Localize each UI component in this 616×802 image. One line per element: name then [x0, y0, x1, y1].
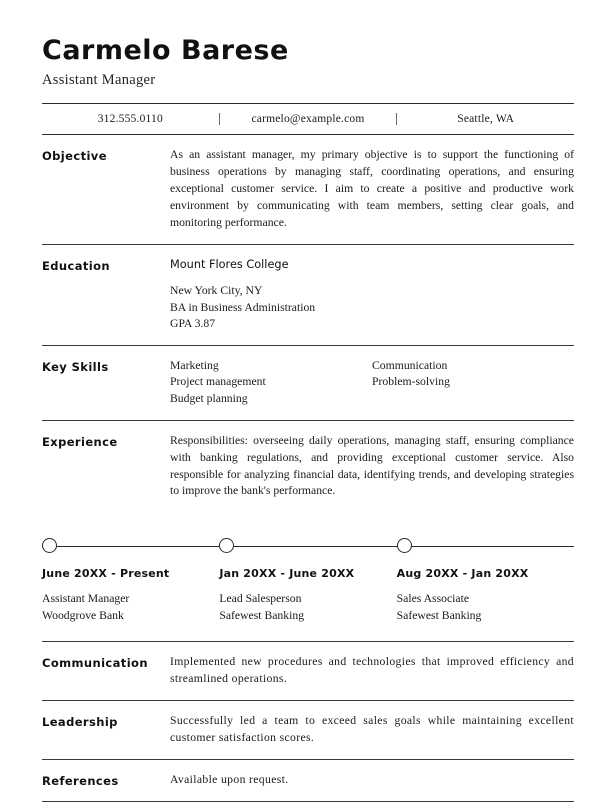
- timeline-organization: Safewest Banking: [219, 609, 305, 623]
- skills-grid: [170, 358, 574, 408]
- education-school: Mount Flores College: [170, 257, 289, 271]
- timeline-dot-icon: [397, 538, 412, 553]
- list-item: Communication: [372, 358, 448, 372]
- section-body-education: [170, 257, 574, 333]
- timeline: [42, 528, 574, 625]
- timeline-role: Assistant Manager: [42, 592, 130, 606]
- resume-header: [42, 36, 574, 89]
- contact-email: carmelo@example.com: [219, 113, 397, 125]
- list-item: Project management: [170, 375, 266, 389]
- timeline-dot-icon: [42, 538, 57, 553]
- timeline-entry: [397, 538, 574, 625]
- education-gpa: GPA 3.87: [170, 317, 216, 331]
- contact-bar: [42, 104, 574, 134]
- experience-timeline: [42, 512, 574, 641]
- list-item: Budget planning: [170, 391, 248, 405]
- job-title: Assistant Manager: [42, 71, 156, 88]
- section-label-communication: Communication: [42, 656, 148, 671]
- timeline-role: Sales Associate: [396, 592, 470, 606]
- resume-sheet: [42, 36, 574, 802]
- education-degree: BA in Business Administration: [170, 300, 316, 314]
- section-text-leadership: Successfully led a team to exceed sales goals while maintaining excellent customer satisfaction scores.: [170, 714, 574, 745]
- section-text-experience: Responsibilities: overseeing daily operations, managing staff, ensuring compliance with banking regulations, and providing exceptional customer service. Also responsible for analyzing financial data, identifying trends, and developing strategies to improve the bank's performance.: [170, 433, 574, 498]
- timeline-columns: [42, 538, 574, 625]
- skills-column-two: [372, 358, 574, 408]
- section-text-communication: Implemented new procedures and technologies that improved efficiency and streamlined operations.: [170, 655, 574, 686]
- education-location: New York City, NY: [170, 283, 263, 297]
- section-label-objective: Objective: [42, 148, 107, 163]
- section-label-leadership: Leadership: [42, 715, 118, 730]
- skills-column-one: [170, 358, 372, 408]
- list-item: Problem-solving: [372, 375, 450, 389]
- section-label-references: References: [42, 774, 119, 789]
- section-leadership: [42, 701, 574, 759]
- timeline-date: Aug 20XX - Jan 20XX: [396, 567, 529, 581]
- timeline-role: Lead Salesperson: [219, 592, 302, 606]
- section-key-skills: [42, 346, 574, 420]
- page-title: Carmelo Barese: [42, 35, 289, 66]
- section-objective: [42, 135, 574, 244]
- section-references: [42, 760, 574, 801]
- timeline-organization: Woodgrove Bank: [42, 609, 124, 623]
- contact-location: Seattle, WA: [396, 113, 574, 125]
- timeline-date: Jan 20XX - June 20XX: [219, 567, 355, 581]
- timeline-entry: [42, 538, 219, 625]
- section-experience: [42, 421, 574, 513]
- section-text-objective: As an assistant manager, my primary objective is to support the functioning of business operations by managing staff, coordinating operations, and ensuring exceptional customer service. I aim to create a positive and productive work environment by communicating with team members, setting clear goals, and monitoring performance.: [170, 147, 574, 229]
- section-communication: [42, 642, 574, 700]
- section-text-references: Available upon request.: [170, 773, 289, 787]
- timeline-organization: Safewest Banking: [396, 609, 482, 623]
- contact-phone: 312.555.0110: [97, 112, 163, 125]
- timeline-date: June 20XX - Present: [42, 567, 170, 581]
- timeline-dot-icon: [219, 538, 234, 553]
- list-item: Marketing: [170, 358, 219, 372]
- section-label-key-skills: Key Skills: [42, 359, 109, 374]
- section-body-key-skills: [170, 358, 574, 408]
- timeline-entry: [219, 538, 396, 625]
- section-education: [42, 245, 574, 345]
- section-label-education: Education: [42, 258, 110, 273]
- section-label-experience: Experience: [42, 434, 118, 449]
